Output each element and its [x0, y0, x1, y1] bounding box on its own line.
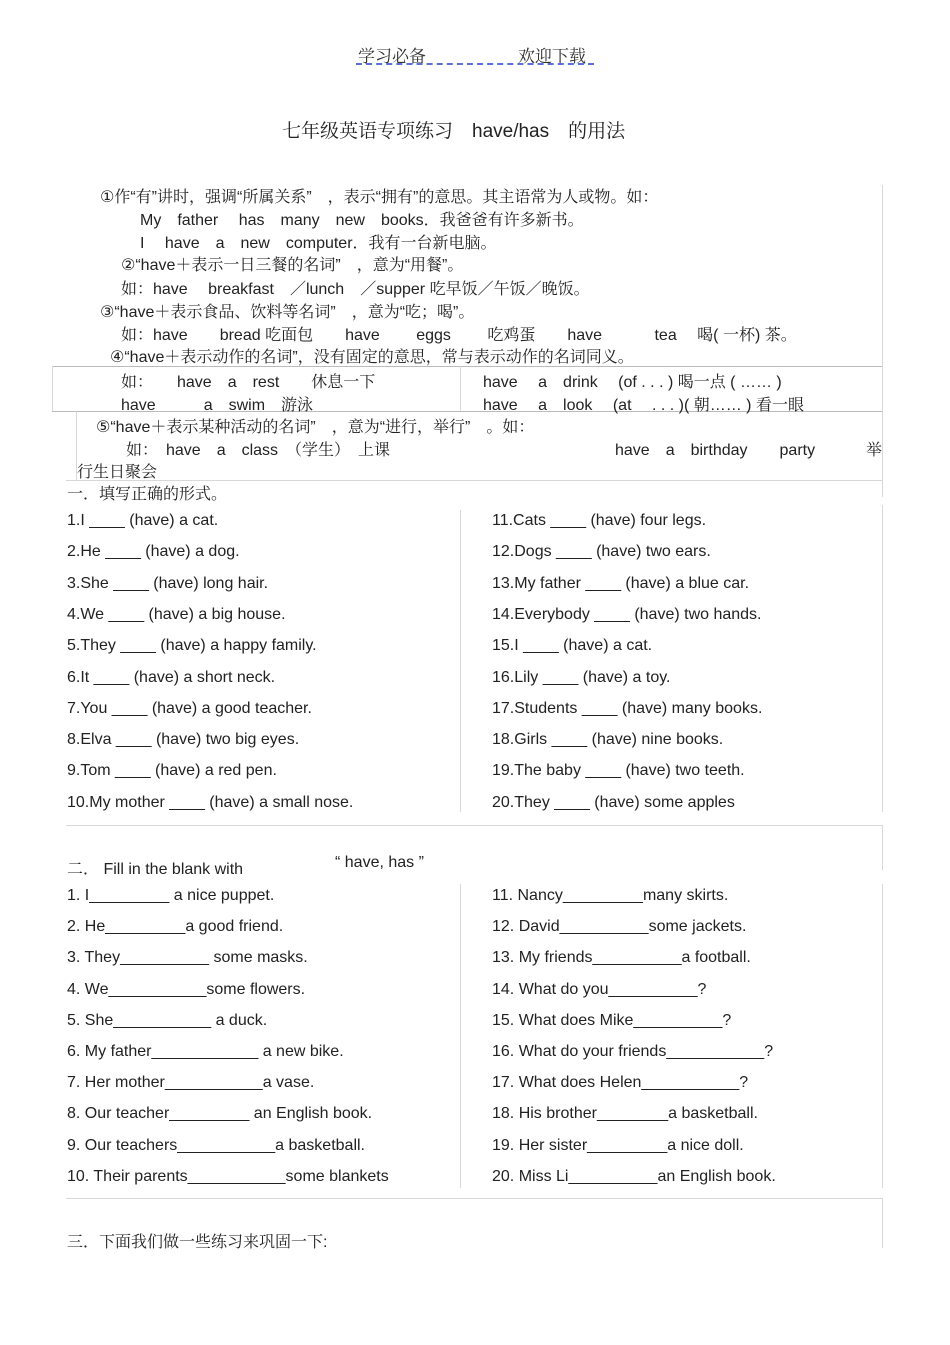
exercise-item: 19. Her sister_________a nice doll. — [492, 1136, 744, 1154]
exercise-item: 13.My father ____ (have) a blue car. — [492, 574, 750, 592]
exercise-item: 6.It ____ (have) a short neck. — [67, 668, 276, 686]
usage-5: ⑤“have＋表示某种活动的名词” ，意为“进行，举行” 。如： — [96, 419, 535, 436]
section-2-title-words: “ have, has ” — [335, 854, 424, 871]
usage-1: ①作“有”讲时，强调“所属关系” ，表示“拥有”的意思。其主语常为人或物。如： — [100, 189, 659, 206]
exercise-item: 13. My friends__________a football. — [492, 949, 751, 967]
exercise-item: 12.Dogs ____ (have) two ears. — [492, 543, 711, 561]
usage-2-example: 如：have breakfast ／lunch ／supper 吃早饭／午饭／晚饭。 — [121, 281, 590, 298]
exercise-item: 11.Cats ____ (have) four legs. — [492, 512, 707, 529]
header-right: 欢迎下载 — [518, 47, 586, 66]
usage-4-example-left-1: 如： have a rest 休息一下 — [121, 374, 376, 391]
usage-1-example-2: I have a new computer．我有一台新电脑。 — [140, 235, 497, 252]
exercise-item: 16. What do your friends___________? — [492, 1043, 774, 1060]
header-underline — [356, 63, 594, 65]
exercise-item: 7.You ____ (have) a good teacher. — [67, 699, 312, 717]
usage-3-example: 如：have bread 吃面包 have eggs 吃鸡蛋 have tea 喝( 一杯) 茶。 — [121, 327, 797, 344]
exercise-item: 20. Miss Li__________an English book. — [492, 1167, 776, 1185]
exercise-item: 9.Tom ____ (have) a red pen. — [67, 762, 277, 780]
exercise-item: 5. She___________ a duck. — [67, 1011, 268, 1029]
usage-2: ②“have＋表示一日三餐的名词” ，意为“用餐”。 — [121, 257, 464, 274]
exercise-item: 10.My mother ____ (have) a small nose. — [67, 793, 354, 811]
header-left: 学习必备 — [358, 47, 426, 66]
exercise-item: 4. We___________some flowers. — [67, 980, 306, 998]
section-3-title: 三．下面我们做一些练习来巩固一下: — [67, 1234, 328, 1251]
usage-row-left-border — [52, 366, 53, 411]
usage-5-example-right: have a birthday party — [615, 442, 816, 459]
exercise-item: 8.Elva ____ (have) two big eyes. — [67, 731, 300, 749]
section-2-column-divider — [460, 884, 461, 1188]
exercise-item: 14.Everybody ____ (have) two hands. — [492, 605, 762, 623]
page-title: 七年级英语专项练习 have/has 的用法 — [282, 121, 626, 142]
exercise-item: 20.They ____ (have) some apples — [492, 793, 735, 811]
section-2-header-right-border — [882, 825, 883, 870]
exercise-item: 3. They__________ some masks. — [67, 949, 308, 967]
exercise-item: 15.I ____ (have) a cat. — [492, 637, 653, 655]
section-3-top-border — [66, 1198, 882, 1199]
exercise-item: 2.He ____ (have) a dog. — [67, 543, 240, 561]
exercise-item: 17. What does Helen___________? — [492, 1074, 749, 1092]
section-2-title: 二． Fill in the blank with — [67, 861, 244, 878]
usage-5-example-continued: 行生日聚会 — [77, 464, 158, 481]
exercise-item: 8. Our teacher_________ an English book. — [67, 1105, 373, 1123]
usage-row-mid-border — [460, 366, 461, 411]
usage-5-example-left: 如： have a class （学生） 上课 — [126, 442, 391, 459]
usage-4-example-left-2: have a swim 游泳 — [121, 397, 314, 414]
exercise-item: 12. David__________some jackets. — [492, 918, 747, 936]
section-1-column-divider — [460, 510, 461, 812]
exercise-item: 1. I_________ a nice puppet. — [67, 887, 275, 904]
usage-box-right-border — [882, 185, 883, 497]
usage-5-example-right-end: 举 — [866, 442, 883, 459]
usage-4-example-right-2: have a look (at . . . )( 朝…… ) 看一眼 — [483, 397, 804, 414]
exercise-item: 6. My father____________ a new bike. — [67, 1043, 344, 1060]
section-1-right-border — [882, 505, 883, 812]
exercise-item: 7. Her mother___________a vase. — [67, 1074, 315, 1092]
exercise-item: 4.We ____ (have) a big house. — [67, 605, 286, 623]
exercise-item: 16.Lily ____ (have) a toy. — [492, 668, 671, 686]
exercise-item: 15. What does Mike__________? — [492, 1011, 732, 1029]
exercise-item: 18.Girls ____ (have) nine books. — [492, 731, 724, 749]
usage-4: ④“have＋表示动作的名词”，没有固定的意思，常与表示动作的名词同义。 — [110, 349, 634, 366]
section-2-top-border — [66, 825, 882, 826]
exercise-item: 18. His brother________a basketball. — [492, 1105, 758, 1123]
section-1-title: 一．填写正确的形式。 — [67, 486, 228, 503]
exercise-item: 9. Our teachers___________a basketball. — [67, 1136, 365, 1154]
exercise-item: 2. He_________a good friend. — [67, 918, 284, 936]
exercise-item: 3.She ____ (have) long hair. — [67, 574, 269, 592]
section-3-right-border — [882, 1198, 883, 1248]
section-2-right-border — [882, 884, 883, 1188]
exercise-item: 14. What do you__________? — [492, 980, 707, 998]
exercise-item: 1.I ____ (have) a cat. — [67, 512, 219, 529]
exercise-item: 19.The baby ____ (have) two teeth. — [492, 762, 745, 780]
usage-3: ③“have＋表示食品、饮料等名词” ，意为“吃；喝”。 — [100, 304, 475, 321]
exercise-item: 10. Their parents___________some blankets — [67, 1167, 389, 1185]
exercise-item: 5.They ____ (have) a happy family. — [67, 637, 317, 655]
usage-4-example-right-1: have a drink (of . . . ) 喝一点 ( …… ) — [483, 374, 782, 391]
exercise-item: 11. Nancy_________many skirts. — [492, 887, 729, 904]
exercise-item: 17.Students ____ (have) many books. — [492, 699, 763, 717]
usage-1-example-1: My father has many new books．我爸爸有许多新书。 — [140, 212, 584, 229]
